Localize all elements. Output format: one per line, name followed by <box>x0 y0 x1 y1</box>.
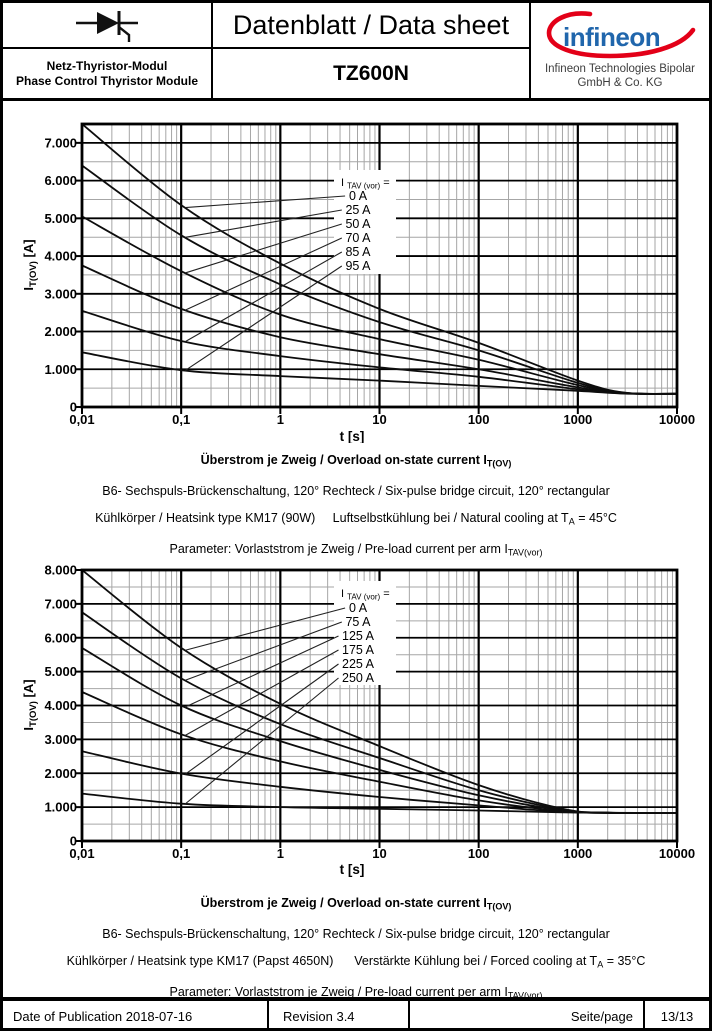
caption-line <box>5 921 707 949</box>
text-run: B6- Sechspuls-Brückenschaltung, 120° Rechteck / Six-pulse bridge circuit, 120° rectangular <box>102 926 610 941</box>
legend-label: 75 A <box>345 615 371 629</box>
legend-label: 50 A <box>345 217 371 231</box>
x-tick-label: 10 <box>372 846 387 861</box>
y-tick-label: 2.000 <box>44 324 77 340</box>
legend-label: 175 A <box>342 643 374 657</box>
brand-cell <box>531 3 709 98</box>
legend-label: 95 A <box>345 259 371 273</box>
y-tick-label: 4.000 <box>44 248 77 264</box>
part-number: TZ600N <box>213 49 531 98</box>
x-axis-title: t [s] <box>339 862 365 877</box>
doc-title: Datenblatt / Data sheet <box>213 3 531 49</box>
text-run: A <box>597 959 604 970</box>
y-tick-label: 4.000 <box>44 698 77 713</box>
text-run: Kühlkörper / Heatsink type KM17 (90W) Luftselbstkühlung bei / Natural cooling at T <box>95 511 569 526</box>
footer-publication-date: Date of Publication 2018-07-16 <box>3 999 269 1031</box>
legend-title: I $_{TAV (vor)}$ = <box>341 588 390 602</box>
y-axis-title: $I_{T(OV)}$ [A] <box>21 239 39 291</box>
overload-chart-natural-cooling <box>3 103 709 443</box>
y-tick-label: 5.000 <box>44 210 77 226</box>
legend-label: 70 A <box>345 231 371 245</box>
y-tick-label: 2.000 <box>44 765 77 781</box>
x-tick-label: 0,1 <box>172 412 191 427</box>
y-tick-label: 8.000 <box>44 562 77 578</box>
text-run: TAV(vor) <box>507 547 543 558</box>
text-run: Parameter: Vorlaststrom je Zweig / Pre-load current per arm I <box>169 542 508 556</box>
y-axis-title: $I_{T(OV)}$ [A] <box>21 679 39 731</box>
x-tick-label: 1 <box>276 412 284 427</box>
caption-line <box>5 447 707 478</box>
footer-revision: Revision 3.4 <box>269 999 410 1031</box>
text-run: Überstrom je Zweig / Overload on-state current I <box>200 453 487 467</box>
legend-label: 0 A <box>348 601 368 615</box>
x-tick-label: 100 <box>467 846 490 861</box>
x-tick-label: 1 <box>276 846 284 861</box>
x-tick-label: 0,01 <box>69 846 95 861</box>
footer-page-value: 13/13 <box>645 999 709 1031</box>
legend-label: 85 A <box>345 245 371 259</box>
module-type-cell <box>3 49 213 98</box>
y-tick-label: 3.000 <box>44 731 77 747</box>
y-tick-label: 3.000 <box>44 286 77 302</box>
thyristor-symbol-icon <box>74 7 140 43</box>
x-tick-label: 10000 <box>658 412 696 427</box>
x-tick-label: 1000 <box>563 412 593 427</box>
y-tick-label: 0 <box>69 399 77 415</box>
y-tick-label: 6.000 <box>44 630 77 646</box>
infineon-logo-icon <box>540 9 700 61</box>
chart1-captions <box>5 447 707 567</box>
logo-wordmark: infineon <box>563 22 661 52</box>
text-run: A <box>568 516 575 527</box>
y-tick-label: 0 <box>69 833 77 849</box>
text-run: Parameter: Vorlaststrom je Zweig / Pre-load current per arm I <box>169 985 508 999</box>
legend-label: 125 A <box>342 629 374 643</box>
legend-title: I $_{TAV (vor)}$ = <box>341 177 390 191</box>
text-run: Überstrom je Zweig / Overload on-state current I <box>200 896 487 910</box>
text-run: = 45°C <box>574 511 617 526</box>
y-tick-label: 7.000 <box>44 135 77 151</box>
caption-line <box>5 948 707 979</box>
caption-line <box>5 478 707 506</box>
text-run: T(OV) <box>486 458 512 469</box>
x-tick-label: 100 <box>467 412 490 427</box>
legend-label: 250 A <box>342 671 374 685</box>
y-tick-label: 6.000 <box>44 173 77 189</box>
text-run: B6- Sechspuls-Brückenschaltung, 120° Rechteck / Six-pulse bridge circuit, 120° rectangular <box>102 483 610 498</box>
x-axis-title: t [s] <box>339 429 365 443</box>
company-line1: Infineon Technologies Bipolar <box>544 63 696 75</box>
chart2-captions <box>5 890 707 1010</box>
module-type-line1: Netz-Thyristor-Modul <box>46 58 168 73</box>
caption-line <box>5 505 707 536</box>
x-tick-label: 0,01 <box>69 412 95 427</box>
y-tick-label: 5.000 <box>44 664 77 680</box>
x-tick-label: 0,1 <box>172 846 191 861</box>
y-tick-label: 7.000 <box>44 596 77 612</box>
caption-line <box>5 890 707 921</box>
x-tick-label: 10 <box>372 412 387 427</box>
company-name <box>545 62 695 90</box>
footer-page-label: Seite/page <box>410 999 645 1031</box>
text-run: Kühlkörper / Heatsink type KM17 (Papst 4650N) Verstärkte Kühlung bei / Forced cooling at T <box>66 954 598 969</box>
text-run: TAV(vor) <box>507 990 543 1001</box>
x-tick-label: 10000 <box>658 846 696 861</box>
module-type-line2: Phase Control Thyristor Module <box>15 73 198 88</box>
y-tick-label: 1.000 <box>44 361 77 377</box>
legend-label: 0 A <box>348 189 368 203</box>
text-run: = 35°C <box>603 954 646 969</box>
company-line2: GmbH & Co. KG <box>577 77 663 89</box>
x-tick-label: 1000 <box>563 846 593 861</box>
text-run: T(OV) <box>486 901 512 912</box>
y-tick-label: 1.000 <box>44 799 77 815</box>
overload-chart-forced-cooling <box>3 555 709 889</box>
legend-label: 225 A <box>342 657 374 671</box>
header-symbol-cell <box>3 3 213 49</box>
legend-label: 25 A <box>345 203 371 217</box>
